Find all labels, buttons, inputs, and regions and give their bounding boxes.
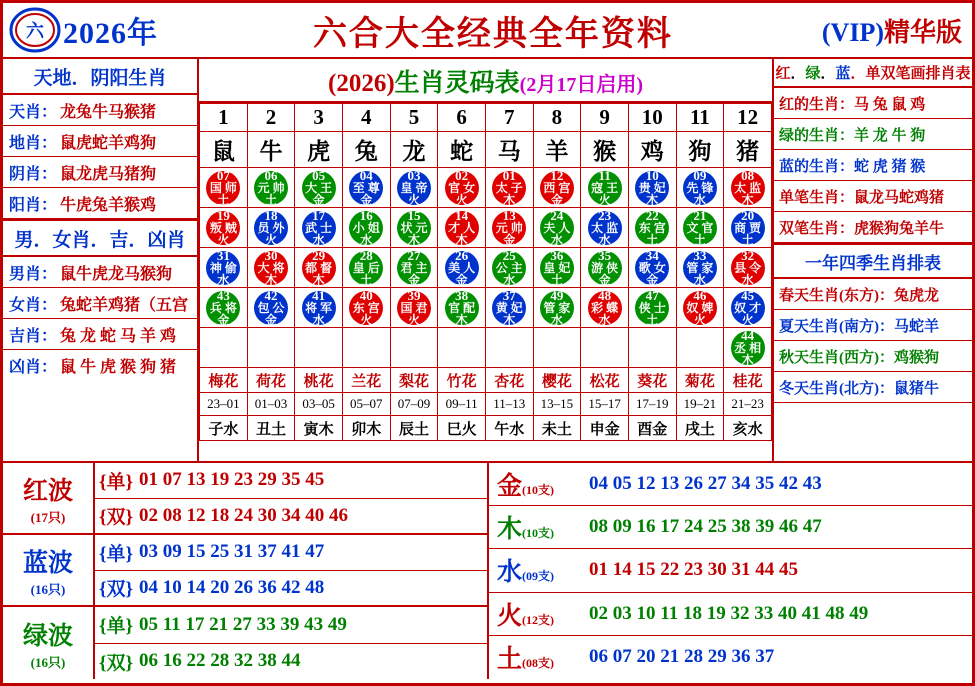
- vip-suffix: 精华版: [883, 17, 962, 47]
- wave-name: [3, 463, 95, 533]
- row-label: 地肖：: [9, 134, 58, 152]
- title-blue: 蓝: [835, 66, 851, 82]
- col-flower: 松花: [581, 368, 629, 393]
- left-row: [3, 188, 197, 219]
- table-row-balls: [200, 208, 772, 248]
- svg-text:六: 六: [26, 21, 44, 41]
- col-hour: 03–05: [295, 393, 343, 416]
- ball-cell-empty: [295, 328, 343, 368]
- col-animal: 牛: [247, 132, 295, 168]
- number-ball: 49 管 家 水: [540, 291, 574, 325]
- ball-cell[interactable]: [485, 248, 533, 288]
- col-ganzhi: 子水: [200, 416, 248, 441]
- left-row: [3, 95, 197, 126]
- col-hour: 11–13: [485, 393, 533, 416]
- ball-cell[interactable]: [533, 168, 581, 208]
- row-value: 龙兔牛马猴猪: [60, 103, 157, 121]
- element-label: 火(12支): [497, 602, 555, 630]
- col-flower: 桃花: [295, 368, 343, 393]
- wave-label: 红波: [22, 477, 73, 505]
- col-animal: 虎: [295, 132, 343, 168]
- row-label: 男肖：: [9, 265, 58, 283]
- season-row: 夏天生肖(南方)：马蛇羊: [774, 310, 972, 341]
- table-row-ganzhi: [200, 416, 772, 441]
- left-row: [3, 288, 197, 319]
- col-ganzhi: 申金: [581, 416, 629, 441]
- title-note: (2月17日启用): [519, 74, 643, 96]
- number-ball: 47 侠 士 土: [635, 291, 669, 325]
- row-value: 鼠虎蛇羊鸡狗: [60, 134, 157, 152]
- col-animal: 兔: [342, 132, 390, 168]
- right-row: [774, 212, 972, 243]
- number-ball: 45 奴 才 火: [731, 291, 765, 325]
- ball-cell[interactable]: [247, 288, 295, 328]
- table-row-hours: [200, 393, 772, 416]
- wave-block: [3, 535, 487, 607]
- number-ball: 43 兵 将 金: [206, 291, 240, 325]
- ball-cell[interactable]: [342, 208, 390, 248]
- ball-cell[interactable]: [485, 208, 533, 248]
- col-animal: 鼠: [200, 132, 248, 168]
- row-value: 鼠牛虎龙马猴狗: [60, 265, 173, 283]
- ball-cell[interactable]: [200, 168, 248, 208]
- wave-count: (16只): [30, 654, 66, 670]
- col-number: 8: [533, 104, 581, 132]
- col-ganzhi: 未土: [533, 416, 581, 441]
- title-green: 生肖灵码表: [394, 70, 520, 97]
- row-label: 蓝的生肖：: [779, 158, 855, 175]
- col-number: 10: [628, 104, 676, 132]
- col-flower: 杏花: [485, 368, 533, 393]
- number-ball: 36 皇 妃 土: [540, 251, 574, 285]
- ball-cell[interactable]: [533, 208, 581, 248]
- number-ball: 11 寇 王 火: [588, 171, 622, 205]
- row-label: 天肖：: [9, 103, 58, 121]
- ball-cell-empty: [485, 328, 533, 368]
- ball-cell-empty: [628, 328, 676, 368]
- col-flower: 荷花: [247, 368, 295, 393]
- bottom-section: [3, 461, 972, 679]
- number-ball: 20 商 贾 土: [731, 211, 765, 245]
- col-animal: 鸡: [628, 132, 676, 168]
- number-list: 04 10 14 20 26 36 42 48: [138, 576, 325, 598]
- ball-cell[interactable]: [676, 288, 724, 328]
- ball-cell[interactable]: [438, 168, 486, 208]
- parity-tag: {双}: [99, 579, 133, 601]
- number-ball: 13 元 帅 金: [492, 211, 526, 245]
- element-label: 水(09支): [497, 559, 555, 587]
- number-ball: 33 管 家 水: [683, 251, 717, 285]
- row-value: 鼠龙马蛇鸡猪: [854, 189, 945, 206]
- ball-cell-empty: [247, 328, 295, 368]
- ball-cell[interactable]: [200, 288, 248, 328]
- ball-cell[interactable]: [200, 248, 248, 288]
- col-number: 11: [676, 104, 724, 132]
- parity-tag: {单}: [99, 616, 133, 638]
- wave-line: [95, 463, 487, 499]
- element-label: 土(08支): [497, 646, 555, 674]
- col-hour: 19–21: [676, 393, 724, 416]
- col-ganzhi: 卯木: [342, 416, 390, 441]
- col-flower: 梨花: [390, 368, 438, 393]
- ball-cell-empty: [342, 328, 390, 368]
- ball-cell[interactable]: [247, 168, 295, 208]
- number-list: 05 11 17 21 27 33 39 43 49: [138, 613, 347, 635]
- number-ball: 48 彩 蝶 水: [588, 291, 622, 325]
- number-ball: 18 员 外 火: [254, 211, 288, 245]
- element-row: [489, 593, 972, 636]
- col-number: 1: [200, 104, 248, 132]
- ball-cell[interactable]: [676, 208, 724, 248]
- row-label: 双笔生肖：: [779, 220, 855, 237]
- number-ball: 03 皇 帝 火: [397, 171, 431, 205]
- ball-cell[interactable]: [390, 248, 438, 288]
- col-flower: 桂花: [724, 368, 772, 393]
- number-ball: 32 县 令 水: [731, 251, 765, 285]
- wave-panel: [3, 463, 489, 679]
- number-ball: 16 小 姐 水: [349, 211, 383, 245]
- row-label: 阴肖：: [9, 165, 58, 183]
- ball-cell[interactable]: [200, 208, 248, 248]
- number-ball: 01 太 子 木: [492, 171, 526, 205]
- col-ganzhi: 丑土: [247, 416, 295, 441]
- table-row-balls: [200, 288, 772, 328]
- table-row-balls: [200, 248, 772, 288]
- ball-cell[interactable]: [390, 208, 438, 248]
- col-ganzhi: 寅木: [295, 416, 343, 441]
- wave-line: [95, 644, 487, 680]
- left-row: [3, 157, 197, 188]
- col-hour: 13–15: [533, 393, 581, 416]
- row-label: 红的生肖：: [779, 96, 855, 113]
- col-flower: 竹花: [438, 368, 486, 393]
- number-ball: 41 将 军 水: [302, 291, 336, 325]
- ball-cell[interactable]: [485, 288, 533, 328]
- ball-cell[interactable]: [247, 248, 295, 288]
- wave-line: [95, 607, 487, 644]
- col-animal: 马: [485, 132, 533, 168]
- row-label: 绿的生肖：: [779, 127, 855, 144]
- ball-cell[interactable]: [628, 288, 676, 328]
- wave-numbers: [95, 535, 487, 605]
- brand-logo-icon: [7, 6, 63, 54]
- element-numbers: 04 05 12 13 26 27 34 35 42 43: [589, 473, 822, 495]
- ball-cell[interactable]: [438, 208, 486, 248]
- ball-cell[interactable]: [438, 248, 486, 288]
- ball-cell[interactable]: [342, 168, 390, 208]
- ball-cell[interactable]: [390, 288, 438, 328]
- number-ball: 26 美 人 金: [445, 251, 479, 285]
- right-panel: [774, 59, 972, 461]
- title-green: 绿: [805, 66, 821, 82]
- wave-count: (16只): [30, 581, 66, 597]
- col-hour: 07–09: [390, 393, 438, 416]
- number-ball: 15 状 元 木: [397, 211, 431, 245]
- ball-cell[interactable]: [581, 288, 629, 328]
- number-ball: 44 丞 相 木: [731, 331, 765, 365]
- wave-numbers: [95, 463, 487, 533]
- ball-cell[interactable]: [724, 168, 772, 208]
- element-numbers: 08 09 16 17 24 25 38 39 46 47: [589, 516, 822, 538]
- number-ball: 02 官 女 火: [445, 171, 479, 205]
- ball-cell[interactable]: [295, 288, 343, 328]
- element-row: [489, 549, 972, 592]
- col-animal: 猪: [724, 132, 772, 168]
- col-number: 9: [581, 104, 629, 132]
- ball-cell[interactable]: [342, 288, 390, 328]
- number-ball: 12 西 宫 金: [540, 171, 574, 205]
- season-row: 冬天生肖(北方)：鼠猪牛: [774, 372, 972, 403]
- number-ball: 46 奴 婢 火: [683, 291, 717, 325]
- ball-cell[interactable]: [724, 288, 772, 328]
- ball-cell[interactable]: [438, 288, 486, 328]
- left-row: [3, 126, 197, 157]
- col-flower: 菊花: [676, 368, 724, 393]
- col-number: 3: [295, 104, 343, 132]
- number-ball: 38 官 配 木: [445, 291, 479, 325]
- ball-cell[interactable]: [724, 328, 772, 368]
- wave-label: 绿波: [22, 622, 73, 650]
- row-value: 蛇 虎 猪 猴: [854, 158, 926, 175]
- col-ganzhi: 酉金: [628, 416, 676, 441]
- ball-cell[interactable]: [533, 288, 581, 328]
- col-ganzhi: 辰土: [390, 416, 438, 441]
- right-row: [774, 88, 972, 119]
- ball-cell[interactable]: [724, 208, 772, 248]
- col-hour: 15–17: [581, 393, 629, 416]
- ball-cell[interactable]: [247, 208, 295, 248]
- row-value: 兔蛇羊鸡猪（五宫: [60, 296, 189, 314]
- col-number: 7: [485, 104, 533, 132]
- ball-cell[interactable]: [581, 248, 629, 288]
- right-row: [774, 119, 972, 150]
- number-ball: 28 皇 后 土: [349, 251, 383, 285]
- element-label: 木(10支): [497, 516, 555, 544]
- parity-tag: {单}: [99, 543, 133, 565]
- number-ball: 23 太 监 水: [588, 211, 622, 245]
- col-number: 12: [724, 104, 772, 132]
- left-row: [3, 350, 197, 381]
- ball-cell[interactable]: [676, 168, 724, 208]
- col-ganzhi: 戌土: [676, 416, 724, 441]
- center-panel: [199, 59, 774, 461]
- row-label: 女肖：: [9, 296, 58, 314]
- vip-badge: [822, 12, 968, 49]
- number-ball: 39 国 君 火: [397, 291, 431, 325]
- number-ball: 09 先 锋 水: [683, 171, 717, 205]
- left-row: [3, 257, 197, 288]
- number-ball: 31 神 偷 水: [206, 251, 240, 285]
- col-ganzhi: 巳火: [438, 416, 486, 441]
- col-animal: 龙: [390, 132, 438, 168]
- right-row: [774, 181, 972, 212]
- number-ball: 29 都 督 木: [302, 251, 336, 285]
- element-numbers: 01 14 15 22 23 30 31 44 45: [589, 559, 798, 581]
- number-ball: 21 文 官 土: [683, 211, 717, 245]
- table-row-animals: [200, 132, 772, 168]
- number-ball: 14 才 人 木: [445, 211, 479, 245]
- element-row: [489, 463, 972, 506]
- row-value: 马 兔 鼠 鸡: [854, 96, 926, 113]
- wave-block: [3, 463, 487, 535]
- parity-tag: {双}: [99, 652, 133, 674]
- row-value: 鼠龙虎马猪狗: [60, 165, 157, 183]
- ball-cell[interactable]: [628, 248, 676, 288]
- number-list: 06 16 22 28 32 38 44: [138, 650, 301, 672]
- table-row-balls-last: [200, 328, 772, 368]
- row-value: 羊 龙 牛 狗: [854, 127, 926, 144]
- ball-cell-empty: [200, 328, 248, 368]
- number-ball: 42 包 公 金: [254, 291, 288, 325]
- wave-numbers: [95, 607, 487, 679]
- right-section-title: 红．绿．蓝．单双笔画排肖表: [774, 59, 972, 88]
- title-rest: ．单双笔画排肖表: [850, 66, 971, 82]
- number-ball: 27 君 主 金: [397, 251, 431, 285]
- left-section-title-2: 男．女肖．吉．凶肖: [3, 219, 197, 257]
- col-animal: 猴: [581, 132, 629, 168]
- ball-cell[interactable]: [295, 168, 343, 208]
- wave-line: [95, 499, 487, 534]
- wave-line: [95, 571, 487, 606]
- wave-name: [3, 535, 95, 605]
- title-year: (2026): [328, 70, 395, 97]
- col-hour: 17–19: [628, 393, 676, 416]
- col-hour: 23–01: [200, 393, 248, 416]
- number-ball: 35 游 侠 金: [588, 251, 622, 285]
- table-row-balls: [200, 168, 772, 208]
- number-ball: 17 武 士 水: [302, 211, 336, 245]
- ball-cell[interactable]: [628, 168, 676, 208]
- right-section-title-2: 一年四季生肖排表: [774, 243, 972, 279]
- wave-line: [95, 535, 487, 571]
- number-ball: 25 公 主 水: [492, 251, 526, 285]
- page-header: [3, 3, 972, 59]
- table-row-numbers: [200, 104, 772, 132]
- col-animal: 蛇: [438, 132, 486, 168]
- col-number: 2: [247, 104, 295, 132]
- ball-cell-empty: [533, 328, 581, 368]
- col-animal: 狗: [676, 132, 724, 168]
- number-ball: 08 太 监 木: [731, 171, 765, 205]
- number-ball: 37 黄 妃 木: [492, 291, 526, 325]
- row-value: 兔 龙 蛇 马 羊 鸡: [60, 327, 177, 345]
- ball-cell[interactable]: [676, 248, 724, 288]
- col-animal: 羊: [533, 132, 581, 168]
- page-title: 六合大全经典全年资料: [312, 15, 673, 53]
- ball-cell[interactable]: [485, 168, 533, 208]
- number-ball: 04 至 尊 金: [349, 171, 383, 205]
- ball-cell[interactable]: [342, 248, 390, 288]
- col-number: 5: [390, 104, 438, 132]
- row-label: 阳肖：: [9, 196, 58, 214]
- element-numbers: 06 07 20 21 28 29 36 37: [589, 646, 775, 668]
- ball-cell-empty: [438, 328, 486, 368]
- parity-tag: {双}: [99, 507, 133, 529]
- number-list: 03 09 15 25 31 37 41 47: [138, 541, 325, 563]
- left-section-title: 天地．阴阳生肖: [3, 59, 197, 95]
- ball-cell-empty: [390, 328, 438, 368]
- number-ball: 19 叛 贼 火: [206, 211, 240, 245]
- ball-cell[interactable]: [295, 208, 343, 248]
- left-row: [3, 319, 197, 350]
- left-panel: [3, 59, 199, 461]
- col-ganzhi: 午水: [485, 416, 533, 441]
- wave-label: 蓝波: [22, 549, 73, 577]
- number-ball: 07 国 师 土: [206, 171, 240, 205]
- zodiac-code-table: [199, 103, 772, 441]
- table-row-flowers: [200, 368, 772, 393]
- col-flower: 梅花: [200, 368, 248, 393]
- ball-cell[interactable]: [295, 248, 343, 288]
- year-label: 2026年: [63, 17, 158, 50]
- number-ball: 24 夫 人 水: [540, 211, 574, 245]
- number-ball: 06 元 帅 土: [254, 171, 288, 205]
- number-ball: 40 东 宫 火: [349, 291, 383, 325]
- element-numbers: 02 03 10 11 18 19 32 33 40 41 48 49: [589, 602, 869, 624]
- col-hour: 21–23: [724, 393, 772, 416]
- number-ball: 30 大 将 木: [254, 251, 288, 285]
- col-hour: 05–07: [342, 393, 390, 416]
- season-row: 春天生肖(东方)：兔虎龙: [774, 279, 972, 310]
- number-ball: 34 歌 女 金: [635, 251, 669, 285]
- col-flower: 兰花: [342, 368, 390, 393]
- col-hour: 01–03: [247, 393, 295, 416]
- number-list: 02 08 12 18 24 30 34 40 46: [138, 504, 348, 526]
- number-ball: 22 东 宫 土: [635, 211, 669, 245]
- parity-tag: {单}: [99, 471, 133, 493]
- ball-cell-empty: [676, 328, 724, 368]
- main-content: [3, 59, 972, 461]
- number-list: 01 07 13 19 23 29 35 45: [138, 469, 325, 491]
- element-label: 金(10支): [497, 473, 555, 501]
- ball-cell[interactable]: [724, 248, 772, 288]
- col-flower: 樱花: [533, 368, 581, 393]
- row-label: 吉肖：: [9, 327, 58, 345]
- vip-prefix: (VIP): [821, 17, 884, 47]
- ball-cell[interactable]: [390, 168, 438, 208]
- number-ball: 05 大 王 金: [302, 171, 336, 205]
- ball-cell[interactable]: [533, 248, 581, 288]
- zodiac-table-title: [199, 59, 772, 103]
- col-number: 6: [438, 104, 486, 132]
- row-value: 鼠 牛 虎 猴 狗 猪: [60, 359, 177, 376]
- wave-name: [3, 607, 95, 679]
- col-flower: 葵花: [628, 368, 676, 393]
- row-label: 凶肖：: [9, 359, 58, 376]
- wave-block: [3, 607, 487, 679]
- right-row: [774, 150, 972, 181]
- ball-cell[interactable]: [581, 168, 629, 208]
- ball-cell[interactable]: [581, 208, 629, 248]
- row-label: 单笔生肖：: [779, 189, 855, 206]
- element-row: [489, 506, 972, 549]
- element-panel: [489, 463, 972, 679]
- row-value: 牛虎兔羊猴鸡: [60, 196, 157, 214]
- ball-cell-empty: [581, 328, 629, 368]
- row-value: 虎猴狗兔羊牛: [854, 220, 945, 237]
- col-ganzhi: 亥水: [724, 416, 772, 441]
- wave-count: (17只): [30, 509, 66, 525]
- season-row: 秋天生肖(西方)：鸡猴狗: [774, 341, 972, 372]
- ball-cell[interactable]: [628, 208, 676, 248]
- title-red: 红: [775, 66, 791, 82]
- element-row: [489, 636, 972, 679]
- number-ball: 10 贵 妃 木: [635, 171, 669, 205]
- col-number: 4: [342, 104, 390, 132]
- col-hour: 09–11: [438, 393, 486, 416]
